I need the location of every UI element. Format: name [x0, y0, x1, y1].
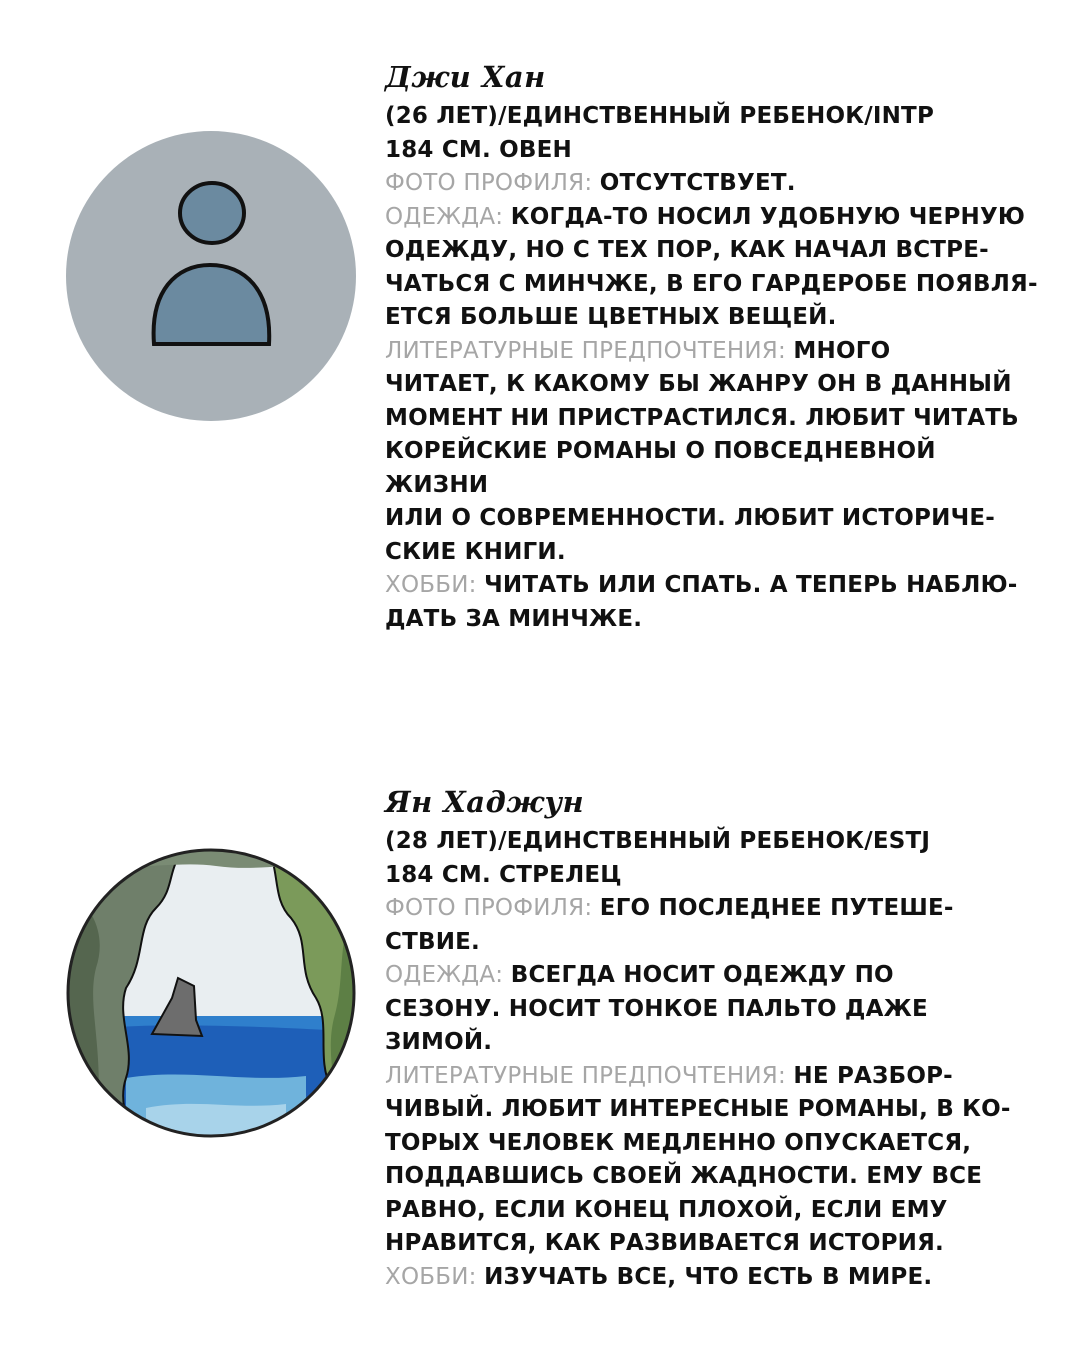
literature-text: ПОДДАВШИСЬ СВОЕЙ ЖАДНОСТИ. ЕМУ ВСЕ	[385, 1163, 983, 1189]
clothes-text: ЗИМОЙ.	[385, 1029, 493, 1055]
literature-text: РАВНО, ЕСЛИ КОНЕЦ ПЛОХОЙ, ЕСЛИ ЕМУ	[385, 1196, 948, 1223]
photo-label: ФОТО ПРОФИЛЯ:	[385, 895, 593, 921]
clothes-value: КОГДА-ТО НОСИЛ УДОБНУЮ ЧЕРНУЮ	[510, 203, 1026, 230]
default-avatar-icon	[66, 131, 356, 421]
clothes-label: ОДЕЖДА:	[385, 962, 504, 988]
literature-value: МНОГО	[793, 337, 891, 364]
photo-value: ОТСУТСТВУЕТ.	[599, 170, 796, 196]
character-name: Джи Хан	[385, 60, 546, 94]
literature-text: ЧИВЫЙ. ЛЮБИТ ИНТЕРЕСНЫЕ РОМАНЫ, В КО-	[385, 1096, 1011, 1122]
literature-value: НЕ РАЗБОР-	[793, 1062, 953, 1089]
photo-value: ЕГО ПОСЛЕДНЕЕ ПУТЕШЕ-	[599, 895, 954, 921]
clothes-text: СЕЗОНУ. НОСИТ ТОНКОЕ ПАЛЬТО ДАЖЕ	[385, 995, 928, 1022]
height-zodiac: 184 СМ. ОВЕН	[385, 136, 572, 163]
age-family-mbti: (26 ЛЕТ)/ЕДИНСТВЕННЫЙ РЕБЕНОК/INTP	[385, 103, 934, 129]
hobby-text: ДАТЬ ЗА МИНЧЖЕ.	[385, 605, 643, 632]
literature-text: СКИЕ КНИГИ.	[385, 538, 566, 565]
literature-text: ИЛИ О СОВРЕМЕННОСТИ. ЛЮБИТ ИСТОРИЧЕ-	[385, 505, 996, 531]
clothes-text: ОДЕЖДУ, НО С ТЕХ ПОР, КАК НАЧАЛ ВСТРЕ-	[385, 237, 989, 263]
hobby-label: ХОББИ:	[385, 572, 477, 598]
character-name: Ян Хаджун	[385, 785, 585, 819]
photo-text: СТВИЕ.	[385, 928, 480, 955]
literature-text: КОРЕЙСКИЕ РОМАНЫ О ПОВСЕДНЕВНОЙ ЖИЗНИ	[385, 438, 936, 498]
photo-label: ФОТО ПРОФИЛЯ:	[385, 170, 593, 196]
sea-cliff-photo	[66, 848, 356, 1138]
clothes-text: ЧАТЬСЯ С МИНЧЖЕ, В ЕГО ГАРДЕРОБЕ ПОЯВЛЯ-	[385, 270, 1038, 297]
clothes-label: ОДЕЖДА:	[385, 203, 504, 230]
clothes-text: ЕТСЯ БОЛЬШЕ ЦВЕТНЫХ ВЕЩЕЙ.	[385, 304, 837, 330]
hobby-value: ЧИТАТЬ ИЛИ СПАТЬ. А ТЕПЕРЬ НАБЛЮ-	[484, 572, 1018, 598]
literature-text: ТОРЫХ ЧЕЛОВЕК МЕДЛЕННО ОПУСКАЕТСЯ,	[385, 1129, 972, 1156]
literature-label: ЛИТЕРАТУРНЫЕ ПРЕДПОЧТЕНИЯ:	[385, 337, 786, 364]
hobby-value: ИЗУЧАТЬ ВСЕ, ЧТО ЕСТЬ В МИРЕ.	[484, 1263, 933, 1290]
literature-text: МОМЕНТ НИ ПРИСТРАСТИЛСЯ. ЛЮБИТ ЧИТАТЬ	[385, 404, 1019, 431]
hobby-label: ХОББИ:	[385, 1263, 477, 1290]
literature-label: ЛИТЕРАТУРНЫЕ ПРЕДПОЧТЕНИЯ:	[385, 1062, 786, 1089]
literature-text: НРАВИТСЯ, КАК РАЗВИВАЕТСЯ ИСТОРИЯ.	[385, 1230, 944, 1256]
age-family-mbti: (28 ЛЕТ)/ЕДИНСТВЕННЫЙ РЕБЕНОК/ESTJ	[385, 828, 931, 854]
height-zodiac: 184 СМ. СТРЕЛЕЦ	[385, 861, 622, 888]
clothes-value: ВСЕГДА НОСИТ ОДЕЖДУ ПО	[510, 962, 894, 988]
literature-text: ЧИТАЕТ, К КАКОМУ БЫ ЖАНРУ ОН В ДАННЫЙ	[385, 371, 1012, 397]
